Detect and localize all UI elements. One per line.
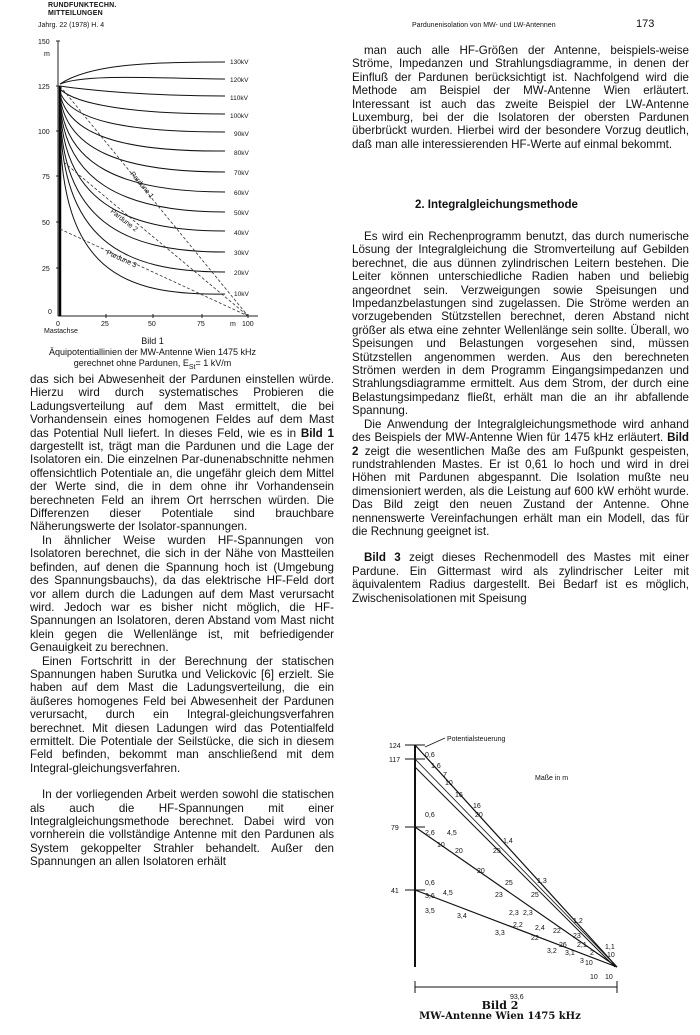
guy2-label: 0,6 bbox=[425, 812, 435, 819]
height-label: 79 bbox=[391, 825, 399, 832]
contour-label: 70kV bbox=[234, 170, 249, 177]
potential-label: Potentialsteuerung bbox=[447, 736, 506, 743]
base-mark: 10 bbox=[605, 974, 613, 981]
guy2-label: 10 bbox=[437, 842, 445, 849]
guy1-label: 0,6 bbox=[425, 752, 435, 759]
x-tick: 100 bbox=[242, 321, 254, 328]
contour-label: 90kV bbox=[234, 131, 249, 138]
guy3-label: 3,3 bbox=[495, 930, 505, 937]
contour-label: 50kV bbox=[234, 210, 249, 217]
contour-label: 120kV bbox=[230, 77, 249, 84]
figure1-axes bbox=[56, 41, 258, 318]
guy3-label: 3,5 bbox=[425, 908, 435, 915]
section-heading: 2. Integralgleichungsmethode bbox=[415, 199, 578, 211]
paragraph: In der vorliegenden Arbeit werden sowohl die statischen als auch die HF-Spannungen mit einer Integralgleichungsmethode berechnet. Dabei wird von vornherein die vollständige Antenne mit den Pardunen als System gekoppelter Strahler behandelt. Außer den Spannungen an allen Isolatoren erhält bbox=[30, 788, 334, 869]
contour-label: 130kV bbox=[230, 59, 249, 66]
paragraph: Es wird ein Rechenprogramm benutzt, das durch numerische Lösung der Integralgleichung die Stromverteilung auf Gebilden berechnet, die aus dünnen zylindrischen Leitern bestehen. Die Leiter können unterschiedliche Radien haben und beliebig angeordnet sein. Verzweigungen sowie Speisungen und Impedanzbelastungen sind zugelassen. Die Ströme werden an vorzugebenden Stützstellen berechnet, deren Abstand nicht größer als etwa eine zehnter Wellenlänge sein sollte. Überall, wo Speisungen und Belastungen vorgesehen sind, müssen Stützstellen angenommen werden. Aus den berechneten Strömen werden in dem Programm Eingangsimpedanzen und Strahlungsdiagramme ermittelt. Aus dem Strom, der durch eine Belastungsimpedanz fließt, erhält man die an ihr abfallende Spannung. bbox=[352, 230, 689, 418]
y-tick: 100 bbox=[38, 129, 50, 136]
left-column bbox=[30, 373, 334, 869]
guy1-label: 1,2 bbox=[573, 918, 583, 925]
guy3-label: 4,5 bbox=[443, 890, 453, 897]
y-tick: 0 bbox=[48, 309, 52, 316]
paragraph: das sich bei Abwesenheit der Pardunen einstellen würde. Hierzu wird durch systematisches Probieren die Ladungsverteilung auf dem Mast ermittelt, die bei Vorhandensein eines homogenen Feldes auf dem Mast das Potential Null liefert. In dieses Feld, wie es in Bild 1 dargestellt ist, trägt man die Pardunen und die Lage der Isolatoren ein. Die einzelnen Par-dunenabschnitte nehmen offensichtlich Potentiale an, die ungefähr gleich dem Mittel der Werte sind, die in dem ohne ihr Vorhandensein berechneten Feld an ihrem Ort herrschen würden. Die Differenzen dieser Potentiale sind brauchbare Näherungswerte der Isolator-spannungen. bbox=[30, 373, 334, 534]
guy1-label: 1,3 bbox=[537, 878, 547, 885]
guy3-label: 3,1 bbox=[565, 950, 575, 957]
guy2-label: 22 bbox=[553, 928, 561, 935]
guy2-label: 23 bbox=[495, 892, 503, 899]
contour-label: 30kV bbox=[234, 250, 249, 257]
guy1-label: 25 bbox=[531, 892, 539, 899]
paragraph: Bild 3 zeigt dieses Rechenmodell des Mastes mit einer Pardune. Ein Gittermast wird als zylindrischer Leiter mit äquivalentem Radius dargestellt. Bei Bedarf ist es möglich, Zwischenisolationen mit Speisung bbox=[352, 551, 689, 605]
y-tick: 25 bbox=[42, 266, 50, 273]
volume-info: Jahrg. 22 (1978) H. 4 bbox=[38, 22, 105, 29]
guy1-label: 1,1 bbox=[605, 944, 615, 951]
guy2-label: 2,1 bbox=[577, 942, 587, 949]
figure1-caption-title: Bild 1 bbox=[141, 336, 164, 346]
x-tick: 25 bbox=[101, 321, 109, 328]
contour-label: 20kV bbox=[234, 270, 249, 277]
paragraph: Die Anwendung der Integralgleichungsmethode wird anhand des Beispiels der MW-Antenne Wien für 1475 kHz erläutert. Bild 2 zeigt die wesentlichen Maße des am Fußpunkt gespeisten, rundstrahlenden Mastes. Er ist 0,61 lo hoch und wird in drei Höhen mit Pardunen abgespannt. Die Isolation mußte neu dimensioniert werden, als die Leistung auf 600 kW erhöht wurde. Das Bild zeigt den neuen Zustand der Antenne. Ohne nennenswerte Vereinfachungen erhält man ein Modell, das für die Rechnung geeignet ist. bbox=[352, 417, 689, 538]
base-length: 93,6 bbox=[510, 994, 524, 1001]
guy-label: Pardune 2 bbox=[108, 208, 139, 234]
contour-label: 10kV bbox=[234, 291, 249, 298]
guy1-label: 1,6 bbox=[431, 763, 441, 770]
running-title: Pardunenisolation von MW- und LW-Antennen bbox=[412, 22, 556, 29]
contour-label: 100kV bbox=[230, 113, 249, 120]
guy1-label: 23 bbox=[573, 933, 581, 940]
guy3-label: 3,2 bbox=[547, 948, 557, 955]
guy1-label: 25 bbox=[493, 848, 501, 855]
x-tick: m bbox=[230, 321, 236, 328]
guy-label: Pardune 1 bbox=[128, 170, 155, 201]
right-column-body bbox=[352, 230, 689, 605]
guy1-label: 20 bbox=[475, 812, 483, 819]
figure2-drawing bbox=[385, 735, 635, 1020]
contour-label: 80kV bbox=[234, 150, 249, 157]
contour-label: 110kV bbox=[230, 95, 248, 102]
base-mark: 10 bbox=[590, 974, 598, 981]
guy2-label: 25 bbox=[505, 880, 513, 887]
figure1-caption-line1: Äquipotentiallinien der MW-Antenne Wien 1475 kHz bbox=[49, 347, 256, 357]
guy1-label: 10 bbox=[445, 780, 453, 787]
guy2-label: 10 bbox=[585, 960, 593, 967]
contour-label: 40kV bbox=[234, 230, 249, 237]
journal-logo: RUNDFUNKTECHN. MITTEILUNGEN bbox=[48, 2, 117, 17]
guy2-label: 4,5 bbox=[447, 830, 457, 837]
y-axis-unit: m bbox=[44, 51, 50, 58]
guy1-label: 16 bbox=[473, 803, 481, 810]
x-tick: 75 bbox=[197, 321, 205, 328]
page-number: 173 bbox=[636, 18, 655, 30]
y-tick: 75 bbox=[42, 174, 50, 181]
guy-wires bbox=[60, 86, 248, 316]
x-axis-label: Mastachse bbox=[44, 328, 78, 334]
y-tick: 150 bbox=[38, 39, 50, 46]
guy-label: Pardune 3 bbox=[105, 249, 138, 270]
right-column-top bbox=[352, 44, 689, 151]
guy2-label: 26 bbox=[559, 942, 567, 949]
height-label: 41 bbox=[391, 888, 399, 895]
guy2-label: 2,4 bbox=[535, 925, 545, 932]
y-tick: 50 bbox=[42, 220, 50, 227]
guy3-label: 22 bbox=[531, 935, 539, 942]
guy1-label: 16 bbox=[455, 792, 463, 799]
paragraph: Einen Fortschritt in der Berechnung der statischen Spannungen haben Surutka und Velickovic [6] erzielt. Sie haben auf dem Mast die Ladungsverteilung, die ein äußeres homogenes Feld bei Abwesenheit der Pardunen verursacht, durch ein Integral-gleichungsverfahren berechnet. Mit diesen Ladungen wird das Potentialfeld ermittelt. Die Potentiale der Seilstücke, die sich in diesem Feld befinden, bekommt man anschließend mit dem Integral-gleichungsverfahren. bbox=[30, 654, 334, 775]
figure1-caption-line2: gerechnet ohne Pardunen, $E_{St}= 1$ kV/m bbox=[73, 358, 232, 371]
x-tick: 50 bbox=[148, 321, 156, 328]
height-label: 124 bbox=[389, 743, 401, 750]
figure1-caption bbox=[30, 336, 275, 373]
figure2-caption-line: MW-Antenne Wien 1475 kHz bbox=[419, 1011, 581, 1022]
contour-label: 60kV bbox=[234, 190, 249, 197]
guy1-label: 1,4 bbox=[503, 838, 513, 845]
guy3-label: 3,6 bbox=[425, 893, 435, 900]
figure1-plot bbox=[30, 34, 270, 334]
guy1-label: 10 bbox=[607, 952, 615, 959]
guy2-label: 20 bbox=[477, 868, 485, 875]
x-tick: 0 bbox=[56, 321, 60, 328]
guy3-label: 2,2 bbox=[513, 922, 523, 929]
paragraph: In ähnlicher Weise wurden HF-Spannungen von Isolatoren berechnet, die sich in der Nähe von Mastteilen befinden, auf denen die Spannung hoch ist (Umgebung des Spannungsbauchs), da das elektrische HF-Feld dort vor allem durch die Ladungen auf dem Mast verursacht wird. Jedoch war es bisher nicht möglich, die HF-Spannungen an Isolatoren, deren Abstand vom Mast nicht klein gegen die Wellenlänge ist, mit befriedigender Genauigkeit zu berechnen. bbox=[30, 533, 334, 655]
guy1-label: 7 bbox=[443, 772, 447, 779]
equipotential-lines bbox=[60, 62, 225, 294]
height-label: 117 bbox=[389, 757, 401, 764]
guy2-label: 2,6 bbox=[425, 830, 435, 837]
guy3-label: 3 bbox=[580, 958, 584, 965]
paragraph: man auch alle HF-Größen der Antenne, beispiels-weise Ströme, Impedanzen und Strahlungsdiagramme, in denen der Einfluß der Pardunen berücksichtigt ist. Nachfolgend wird die Methode am Beispiel der MW-Antenne Wien erläutert. Interessant ist auch das zweite Beispiel der LW-Antenne Luxemburg, bei der die Isolatoren der obersten Pardunen überbrückt wurden. Hierbei wird der besondere Vorzug deutlich, daß man alle interessierenden HF-Werte auf einmal bekommt. bbox=[352, 44, 689, 151]
units-label: Maße in m bbox=[535, 775, 569, 782]
guy2-label: 2 bbox=[590, 950, 594, 957]
figure2-caption-title: Bild 2 bbox=[481, 999, 519, 1012]
guy3-label: 0,6 bbox=[425, 880, 435, 887]
figure2-caption bbox=[400, 1000, 600, 1022]
guy2-label: 20 bbox=[455, 848, 463, 855]
guy2-label: 2,3 bbox=[523, 910, 533, 917]
y-tick: 125 bbox=[38, 84, 50, 91]
guy3-label: 3,4 bbox=[457, 913, 467, 920]
guy3-label: 2,3 bbox=[509, 910, 519, 917]
